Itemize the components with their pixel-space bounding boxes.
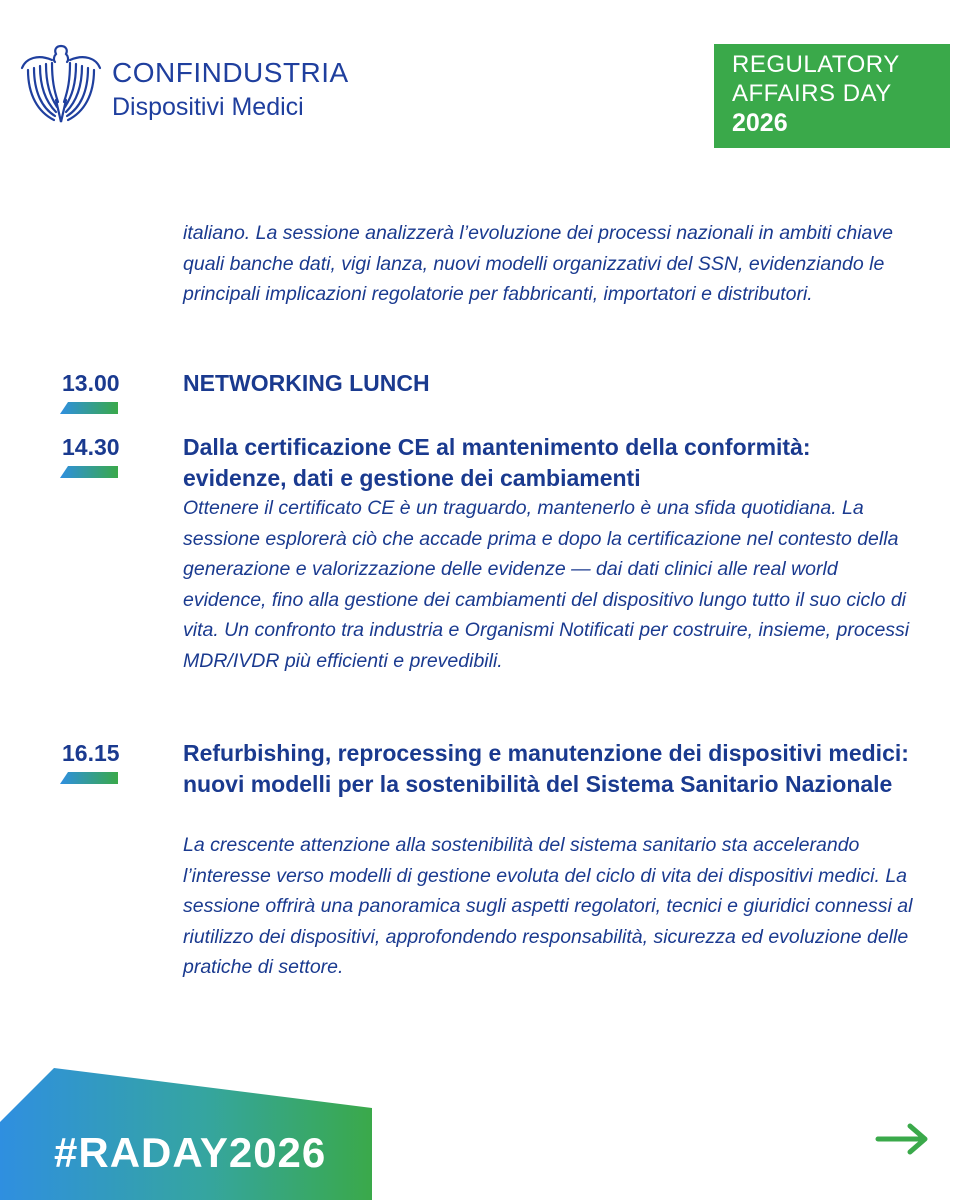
- agenda-time: 14.30: [62, 434, 120, 460]
- badge-line-1: REGULATORY: [732, 51, 900, 78]
- time-underline-decoration: [60, 466, 118, 478]
- intro-text: italiano. La sessione analizzerà l’evoluzione dei processi nazionali in ambiti chiave quali banche dati, vigi lanza, nuovi modelli organizzativi del SSN, evidenziando le principali implicazioni regolatorie per fabbricanti, importatori e distributori.: [183, 222, 893, 305]
- agenda-time: 13.00: [62, 370, 120, 396]
- confindustria-logo: [18, 40, 358, 124]
- agenda-title: Refurbishing, reprocessing e manutenzione dei dispositivi medici: nuovi modelli per la sostenibilità del Sistema Sanitario Nazionale: [183, 740, 909, 797]
- time-underline-decoration: [60, 402, 118, 414]
- agenda-title: NETWORKING LUNCH: [183, 370, 430, 396]
- agenda-title: Dalla certificazione CE al mantenimento della conformità: evidenze, dati e gestione dei cambiamenti: [183, 434, 811, 491]
- brand-name: CONFINDUSTRIA: [112, 57, 349, 88]
- time-underline-decoration: [60, 772, 118, 784]
- agenda-description: Ottenere il certificato CE è un traguardo, mantenerlo è una sfida quotidiana. La sessione esplorerà ciò che accade prima e dopo la certificazione nel contesto della generazione e valorizzazione delle evidenze — dai dati clinici alle real world evidence, fino alla gestione dei cambiamenti del dispositivo lungo tutto il suo ciclo di vita. Un confronto tra industria e Organismi Notificati per costruire, insieme, processi MDR/IVDR più efficienti e prevedibili.: [183, 497, 910, 672]
- brand-subtitle: Dispositivi Medici: [112, 93, 304, 121]
- agenda-time: 16.15: [62, 740, 120, 766]
- event-badge: [714, 44, 950, 148]
- hashtag-text: #RADAY2026: [54, 1129, 327, 1176]
- eagle-mark-icon: [18, 40, 104, 124]
- arrow-right-icon[interactable]: [874, 1122, 930, 1156]
- agenda-description: La crescente attenzione alla sostenibilità del sistema sanitario sta accelerando l’interesse verso modelli di gestione evoluta del ciclo di vita dei dispositivi medici. La sessione offrirà una panoramica sugli aspetti regolatori, tecnici e giuridici connessi al riutilizzo dei dispositivi, approfondendo responsabilità, sicurezza ed evoluzione delle pratiche di settore.: [183, 834, 913, 978]
- badge-year: 2026: [732, 109, 788, 137]
- intro-paragraph: [183, 218, 903, 310]
- badge-line-2: AFFAIRS DAY: [732, 80, 892, 107]
